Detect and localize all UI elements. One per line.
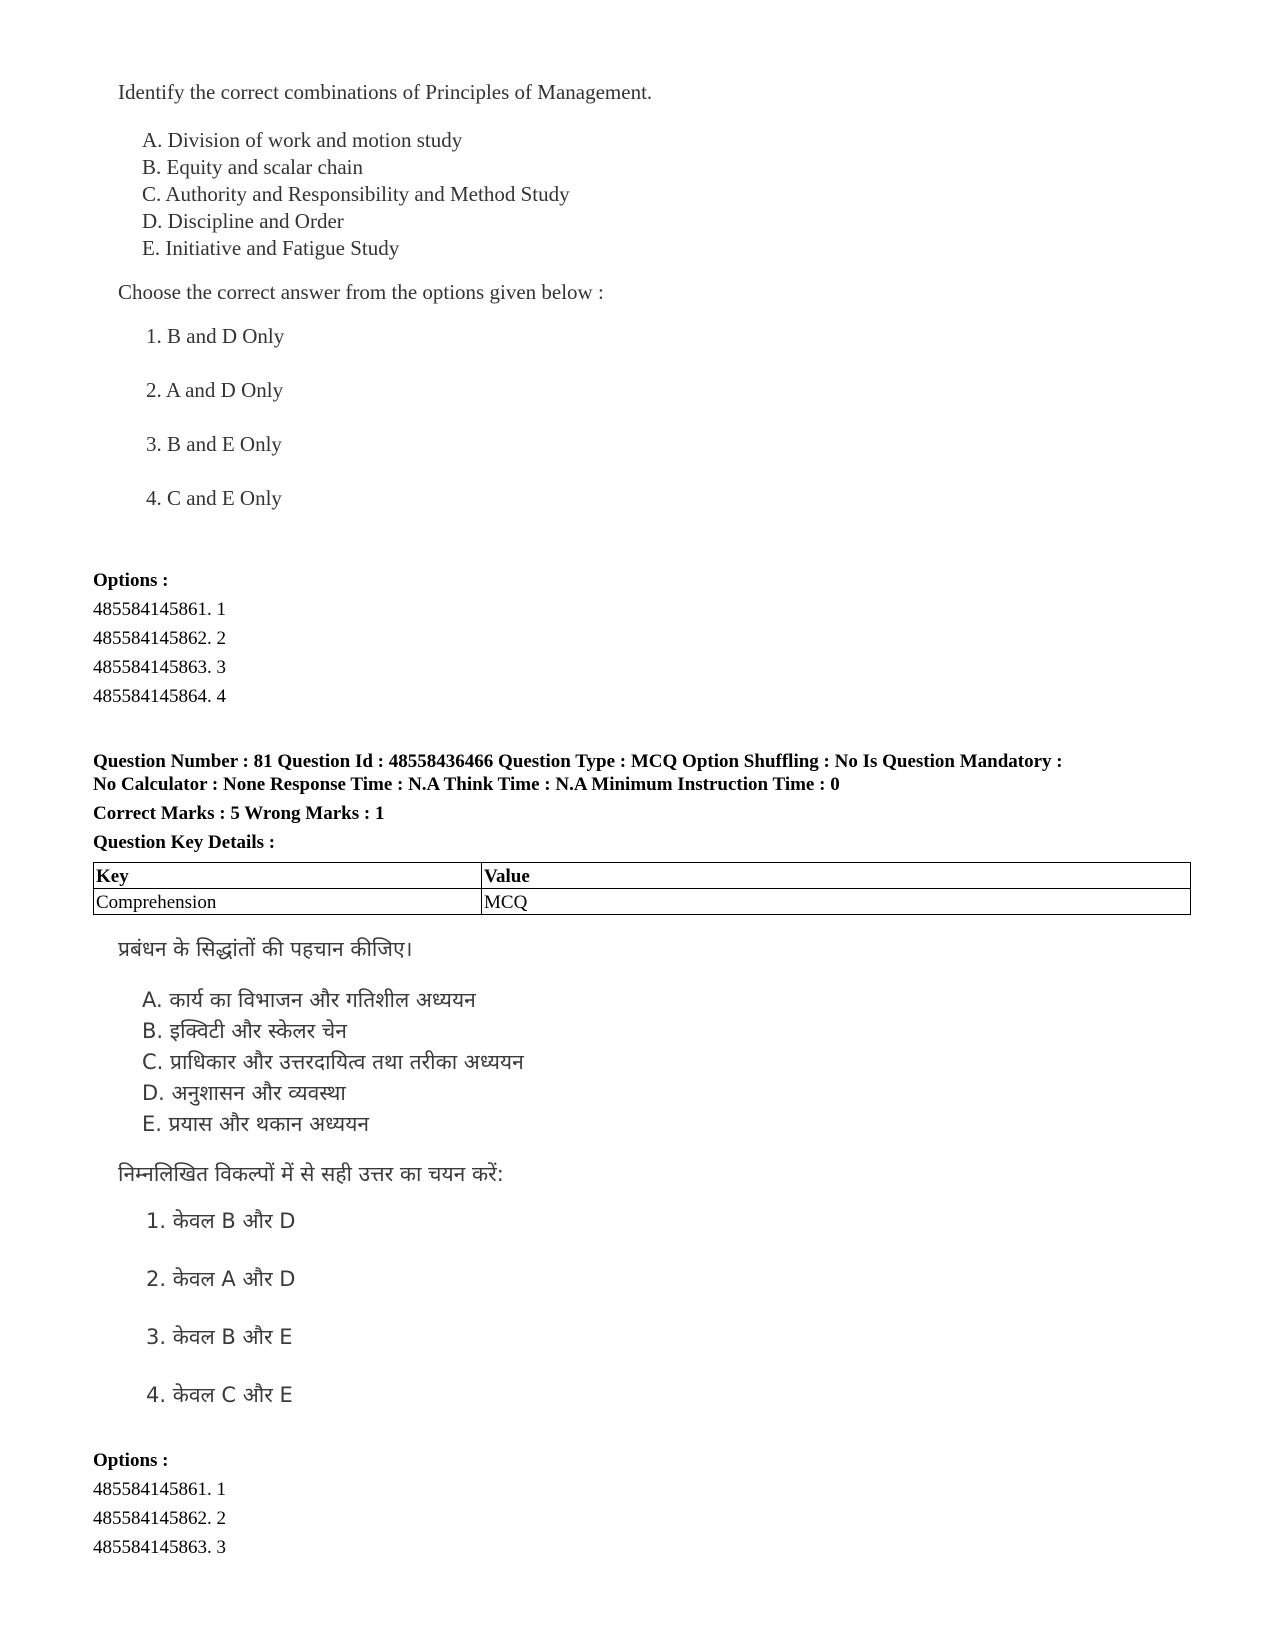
choice-item: 1. केवल B और D	[146, 1209, 296, 1233]
choose-instruction: निम्नलिखित विकल्पों में से सही उत्तर का चयन करें:	[118, 1162, 504, 1186]
table-cell: Comprehension	[94, 889, 482, 915]
statement-item: A. कार्य का विभाजन और गतिशील अध्ययन	[142, 988, 476, 1012]
option-item: 485584145863. 3	[93, 657, 226, 678]
choice-item: 4. केवल C और E	[146, 1383, 293, 1407]
statement-item: B. Equity and scalar chain	[142, 155, 364, 179]
statement-item: B. इक्विटी और स्केलर चेन	[142, 1019, 347, 1043]
statement-list	[142, 127, 738, 262]
statement-item: C. प्राधिकार और उत्तरदायित्व तथा तरीका अध्ययन	[142, 1050, 524, 1074]
choose-instruction: Choose the correct answer from the options given below :	[118, 280, 604, 304]
options-label: Options :	[93, 1450, 169, 1471]
question-english	[118, 80, 738, 525]
choice-list	[118, 309, 738, 525]
statement-item: C. Authority and Responsibility and Method Study	[142, 182, 570, 206]
question-meta-line: Question Number : 81 Question Id : 48558436466 Question Type : MCQ Option Shuffling : No Is Question Mandatory :	[93, 751, 1063, 772]
option-item: 485584145862. 2	[93, 1508, 226, 1529]
options-section	[93, 566, 226, 711]
table-cell: MCQ	[482, 889, 1191, 915]
choice-item: 3. B and E Only	[146, 432, 282, 456]
table-header-cell: Key	[94, 863, 482, 889]
choice-item: 3. केवल B और E	[146, 1325, 293, 1349]
marks-line: Correct Marks : 5 Wrong Marks : 1	[93, 803, 385, 824]
question-stem: Identify the correct combinations of Principles of Management.	[118, 80, 653, 104]
question-stem: प्रबंधन के सिद्धांतों की पहचान कीजिए।	[118, 937, 413, 961]
statement-item: A. Division of work and motion study	[142, 128, 463, 152]
choice-item: 2. केवल A और D	[146, 1267, 296, 1291]
option-item: 485584145862. 2	[93, 628, 226, 649]
choice-item: 2. A and D Only	[146, 378, 284, 402]
table-row	[94, 889, 1191, 915]
table-header-cell: Value	[482, 863, 1191, 889]
choice-item: 1. B and D Only	[146, 324, 285, 348]
options-label: Options :	[93, 570, 169, 591]
question-hindi	[118, 935, 738, 1424]
option-item: 485584145863. 3	[93, 1537, 226, 1558]
statement-item: D. Discipline and Order	[142, 209, 344, 233]
key-details-label: Question Key Details :	[93, 832, 276, 853]
option-item: 485584145864. 4	[93, 686, 226, 707]
key-table	[93, 862, 1191, 915]
table-header-row	[94, 863, 1191, 889]
question-meta-line: No Calculator : None Response Time : N.A Think Time : N.A Minimum Instruction Time : 0	[93, 774, 840, 795]
question-meta	[93, 750, 1193, 796]
options-section	[93, 1446, 226, 1562]
statement-item: E. प्रयास और थकान अध्ययन	[142, 1112, 370, 1136]
choice-list	[118, 1192, 738, 1424]
statement-list	[142, 985, 738, 1140]
option-item: 485584145861. 1	[93, 599, 226, 620]
statement-item: D. अनुशासन और व्यवस्था	[142, 1081, 346, 1105]
option-item: 485584145861. 1	[93, 1479, 226, 1500]
choice-item: 4. C and E Only	[146, 486, 282, 510]
statement-item: E. Initiative and Fatigue Study	[142, 236, 400, 260]
